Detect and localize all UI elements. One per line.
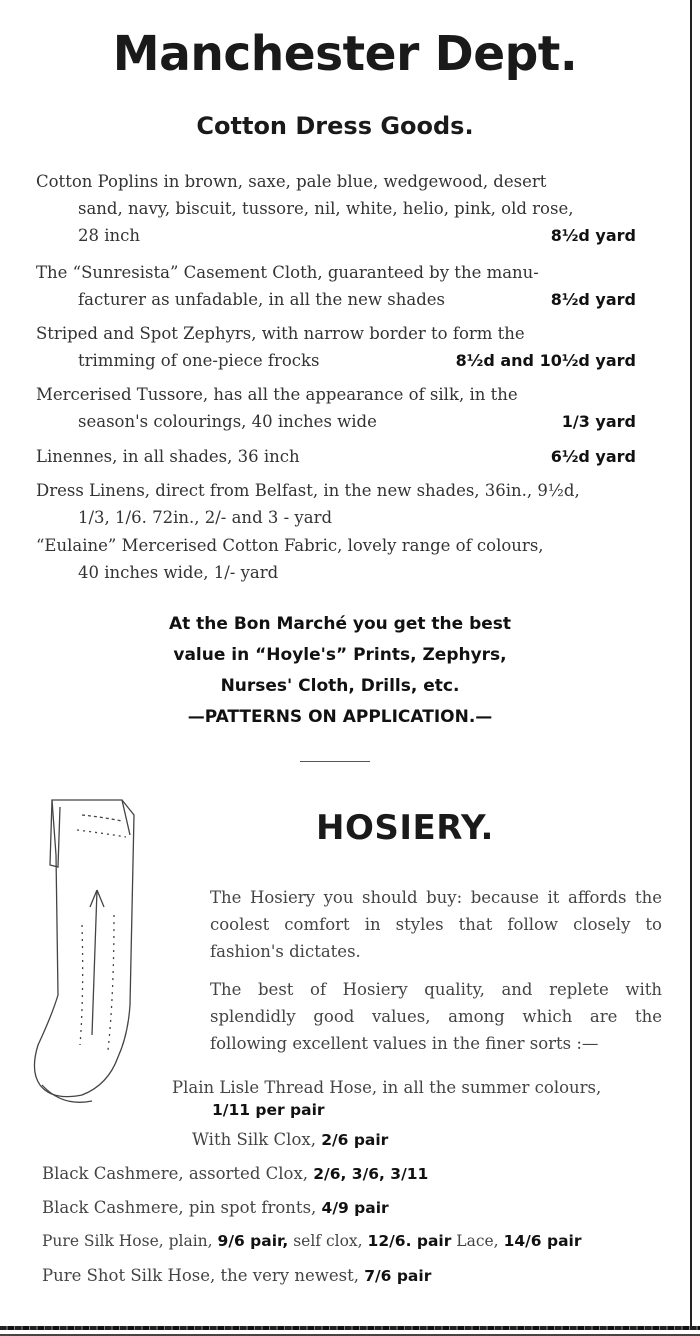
item-text: Pure Shot Silk Hose, the very newest,	[42, 1266, 359, 1285]
item-text: Linennes, in all shades, 36 inch	[36, 447, 300, 466]
hosiery-intro-paragraph	[166, 884, 662, 965]
item-price: 8½d and 10½d yard	[455, 351, 636, 370]
item-price: 8½d yard	[550, 290, 636, 309]
cotton-item-zephyrs	[36, 320, 636, 374]
patterns-note: —PATTERNS ON APPLICATION.—	[187, 707, 493, 727]
hosiery-item-shot-silk	[42, 1262, 431, 1290]
item-text: Striped and Spot Zephyrs, with narrow border to form the	[36, 324, 525, 343]
item-text-continued: 40 inches wide, 1/- yard	[78, 563, 279, 582]
stocking-illustration	[22, 795, 162, 1115]
cotton-item-tussore	[36, 381, 636, 435]
item-text-continued: trimming of one-piece frocks	[78, 351, 320, 370]
page-title: Manchester Dept.	[112, 26, 578, 82]
item-text: self clox,	[293, 1232, 363, 1250]
item-text-continued: season's colourings, 40 inches wide	[78, 412, 377, 431]
cotton-item-poplins	[36, 168, 636, 249]
promo-line: Nurses' Cloth, Drills, etc.	[220, 676, 460, 696]
item-price: 14/6 pair	[503, 1232, 582, 1250]
hosiery-intro-text: The Hosiery you should buy: because it affords the coolest comfort in styles that follow closely to fashion's dictates.	[210, 888, 662, 961]
item-price: 6½d yard	[550, 447, 636, 466]
item-text: Black Cashmere, pin spot fronts,	[42, 1198, 317, 1217]
item-price: 1/11 per pair	[212, 1101, 325, 1119]
item-text: Black Cashmere, assorted Clox,	[42, 1164, 309, 1183]
item-text-continued: sand, navy, biscuit, tussore, nil, white, helio, pink, old rose,	[78, 199, 574, 218]
section-divider	[300, 761, 370, 762]
item-text: Lace,	[456, 1232, 499, 1250]
hosiery-item-black-cashmere-pin-spot	[42, 1194, 389, 1222]
bottom-border	[0, 1326, 700, 1330]
promo-line: value in “Hoyle's” Prints, Zephyrs,	[173, 645, 507, 665]
item-text-continued: facturer as unfadable, in all the new shades	[78, 290, 446, 309]
item-price: 2/6, 3/6, 3/11	[313, 1165, 429, 1183]
item-text: The “Sunresista” Casement Cloth, guaranteed by the manu-	[36, 263, 539, 282]
item-price: 9/6 pair,	[217, 1232, 289, 1250]
item-text: With Silk Clox,	[192, 1130, 316, 1149]
cotton-item-dress-linens	[36, 477, 636, 531]
hosiery-item-lisle-price	[212, 1096, 325, 1124]
item-text: Cotton Poplins in brown, saxe, pale blue, wedgewood, desert	[36, 172, 547, 191]
item-text: Dress Linens, direct from Belfast, in the new shades, 36in., 9½d,	[36, 481, 580, 500]
section-subtitle: Cotton Dress Goods.	[196, 112, 474, 140]
item-price: 8½d yard	[550, 226, 636, 245]
item-price: 4/9 pair	[321, 1199, 389, 1217]
item-price: 12/6. pair	[367, 1232, 452, 1250]
hosiery-values-text: The best of Hosiery quality, and replete with splendidly good values, among which are the following excellent values in the finer sorts :—	[210, 980, 662, 1053]
hosiery-item-pure-silk	[42, 1228, 582, 1255]
promo-line: At the Bon Marché you get the best	[168, 614, 512, 634]
promo-block	[0, 609, 680, 733]
cotton-item-casement-cloth	[36, 259, 636, 313]
cotton-item-linennes	[36, 443, 636, 470]
item-text-continued: 1/3, 1/6. 72in., 2/- and 3 - yard	[78, 508, 333, 527]
item-text-continued: 28 inch	[78, 226, 141, 245]
item-price: 1/3 yard	[561, 412, 636, 431]
hosiery-values-paragraph	[166, 976, 662, 1057]
hosiery-heading: HOSIERY.	[316, 808, 494, 848]
item-text: Pure Silk Hose, plain,	[42, 1232, 213, 1250]
item-text: “Eulaine” Mercerised Cotton Fabric, lovely range of colours,	[36, 536, 544, 555]
hosiery-item-black-cashmere-clox	[42, 1160, 428, 1188]
column-rule	[690, 0, 692, 1330]
cotton-item-eulaine	[36, 532, 636, 586]
item-price: 7/6 pair	[364, 1267, 432, 1285]
hosiery-item-silk-clox	[192, 1126, 388, 1154]
item-text: Plain Lisle Thread Hose, in all the summer colours,	[172, 1078, 602, 1097]
item-price: 2/6 pair	[321, 1131, 389, 1149]
item-text: Mercerised Tussore, has all the appearance of silk, in the	[36, 385, 518, 404]
